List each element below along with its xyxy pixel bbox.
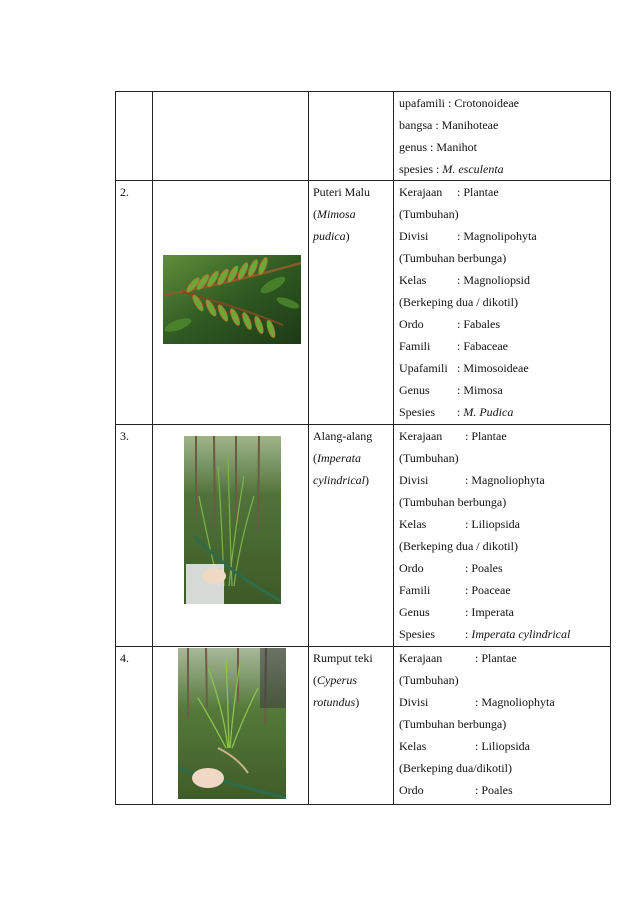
taxon-value: Magnoliophyta [481,695,555,709]
species-epithet: rotundus [313,695,356,709]
taxon-rank: Ordo [399,317,424,331]
taxon-rank: Genus [399,605,430,619]
classification-list [394,647,610,801]
classification-line: genus : Manihot [399,140,478,154]
classification-line: Ordo : Poales [399,557,610,579]
classification-line: upafamili : Crotonoideae [399,96,519,110]
taxon-rank: genus [399,140,427,154]
classification-cell [394,647,611,805]
classification-line: Famili : Poaceae [399,579,610,601]
taxon-rank: Spesies [399,627,435,641]
classification-line: Spesies : Imperata cylindrical [399,623,610,645]
row-number: 3. [120,429,129,443]
taxon-value: Imperata [471,605,514,619]
classification-list [394,92,610,180]
taxon-value: Fabaceae [463,339,508,353]
plant-common-name: Rumput teki [313,651,373,665]
classification-list [394,181,610,423]
taxonomy-table [115,91,611,805]
taxon-rank: Kelas [399,273,427,287]
taxon-value: Plantae [463,185,499,199]
plant-scientific-name-part1: (Mimosa [313,207,356,221]
classification-line: Kerajaan : Plantae [399,181,610,203]
taxon-note: (Tumbuhan berbunga) [399,495,507,509]
taxon-rank: Kelas [399,517,427,531]
classification-line [399,757,610,779]
alang-alang-image [184,436,281,604]
plant-scientific-name-part2: pudica) [313,229,350,243]
row-number: 2. [120,185,129,199]
classification-line: bangsa : Manihoteae [399,118,499,132]
taxon-rank: Spesies [399,405,435,419]
number-cell [116,425,153,647]
taxon-rank: upafamili [399,96,445,110]
mimosa-leaf-image [163,255,301,344]
taxon-note: (Tumbuhan) [399,673,459,687]
classification-line [399,491,610,513]
plant-name-cell [309,92,394,181]
classification-line: Divisi : Magnoliophyta [399,469,610,491]
classification-line: Kerajaan : Plantae [399,647,610,669]
taxon-value: Mimosoideae [463,361,529,375]
rumput-teki-image [178,648,286,799]
plant-common-name: Alang-alang [313,429,373,443]
classification-line: Upafamili : Mimosoideae [399,357,610,379]
taxon-value: Mimosa [463,383,503,397]
taxon-rank: spesies [399,162,433,176]
taxon-value: Manihot [436,140,478,154]
classification-line: Ordo : Fabales [399,313,610,335]
taxon-value: Liliopsida [481,739,531,753]
taxon-note: (Tumbuhan) [399,451,459,465]
image-cell [153,425,309,647]
classification-line: Genus : Imperata [399,601,610,623]
plant-common-name: Puteri Malu [313,185,370,199]
taxon-value: Fabales [463,317,500,331]
classification-line: spesies : M. esculenta [399,162,504,176]
classification-line: Kelas : Liliopsida [399,513,610,535]
taxon-rank: Upafamili [399,361,448,375]
table-row [116,92,611,181]
classification-line [399,291,610,313]
classification-line: Kelas : Magnoliopsid [399,269,610,291]
taxon-note: (Berkeping dua / dikotil) [399,539,518,553]
row-number: 4. [120,651,129,665]
taxon-rank: Divisi [399,695,429,709]
plant-scientific-name-part1: (Imperata [313,451,361,465]
taxon-rank: Famili [399,583,431,597]
number-cell [116,181,153,425]
image-cell [153,647,309,805]
cyperus-rotundus-photo [178,648,286,799]
image-cell [153,92,309,181]
classification-line: Kerajaan : Plantae [399,425,610,447]
classification-list [394,425,610,645]
taxon-value: Poales [481,783,513,797]
taxon-value: Manihoteae [441,118,499,132]
taxon-note: (Tumbuhan berbunga) [399,717,507,731]
taxon-rank: Famili [399,339,431,353]
taxon-value: Imperata cylindrical [471,627,571,641]
taxon-rank: Kerajaan [399,651,443,665]
classification-line: Kelas : Liliopsida [399,735,610,757]
plant-name-cell [309,647,394,805]
classification-line: Famili : Fabaceae [399,335,610,357]
plant-name-cell [309,181,394,425]
taxon-value: Poaceae [471,583,511,597]
taxon-rank: bangsa [399,118,433,132]
classification-line [399,669,610,691]
classification-line [399,447,610,469]
taxon-value: Poales [471,561,503,575]
table-row [116,181,611,425]
plant-scientific-name-part2: cylindrical) [313,473,369,487]
classification-cell [394,181,611,425]
taxon-value: Liliopsida [471,517,521,531]
classification-cell [394,425,611,647]
taxon-value: Crotonoideae [454,96,519,110]
number-cell [116,647,153,805]
taxon-rank: Kerajaan [399,429,443,443]
plant-scientific-name-part2: rotundus) [313,695,360,709]
taxon-rank: Kerajaan [399,185,443,199]
species-epithet: pudica [313,229,346,243]
classification-line: Ordo : Poales [399,779,610,801]
classification-line: Divisi : Magnoliophyta [399,691,610,713]
taxon-value: Plantae [471,429,507,443]
plant-name-cell [309,425,394,647]
classification-line [399,535,610,557]
taxon-rank: Genus [399,383,430,397]
classification-line: Genus : Mimosa [399,379,610,401]
imperata-cylindrical-photo [184,436,281,604]
classification-line: Divisi : Magnolipohyta [399,225,610,247]
taxon-value: M. Pudica [463,405,514,419]
taxon-note: (Tumbuhan) [399,207,459,221]
taxon-value: M. esculenta [442,162,504,176]
taxon-value: Magnoliophyta [471,473,545,487]
taxon-rank: Divisi [399,229,429,243]
mimosa-pudica-photo [163,255,301,344]
genus-name: Imperata [317,451,361,465]
taxon-rank: Divisi [399,473,429,487]
taxon-rank: Ordo [399,783,424,797]
classification-line: Spesies : M. Pudica [399,401,610,423]
classification-line [399,247,610,269]
taxon-rank: Ordo [399,561,424,575]
image-cell [153,181,309,425]
classification-line [399,203,610,225]
classification-cell [394,92,611,181]
plant-scientific-name-part1: (Cyperus [313,673,357,687]
taxon-value: Magnolipohyta [463,229,537,243]
taxon-value: Plantae [481,651,517,665]
genus-name: Mimosa [317,207,356,221]
taxon-note: (Berkeping dua / dikotil) [399,295,518,309]
taxon-note: (Tumbuhan berbunga) [399,251,507,265]
number-cell [116,92,153,181]
table-row [116,425,611,647]
genus-name: Cyperus [317,673,357,687]
table-row [116,647,611,805]
taxon-value: Magnoliopsid [463,273,531,287]
species-epithet: cylindrical [313,473,365,487]
classification-line [399,713,610,735]
taxon-note: (Berkeping dua/dikotil) [399,761,512,775]
taxon-rank: Kelas [399,739,427,753]
